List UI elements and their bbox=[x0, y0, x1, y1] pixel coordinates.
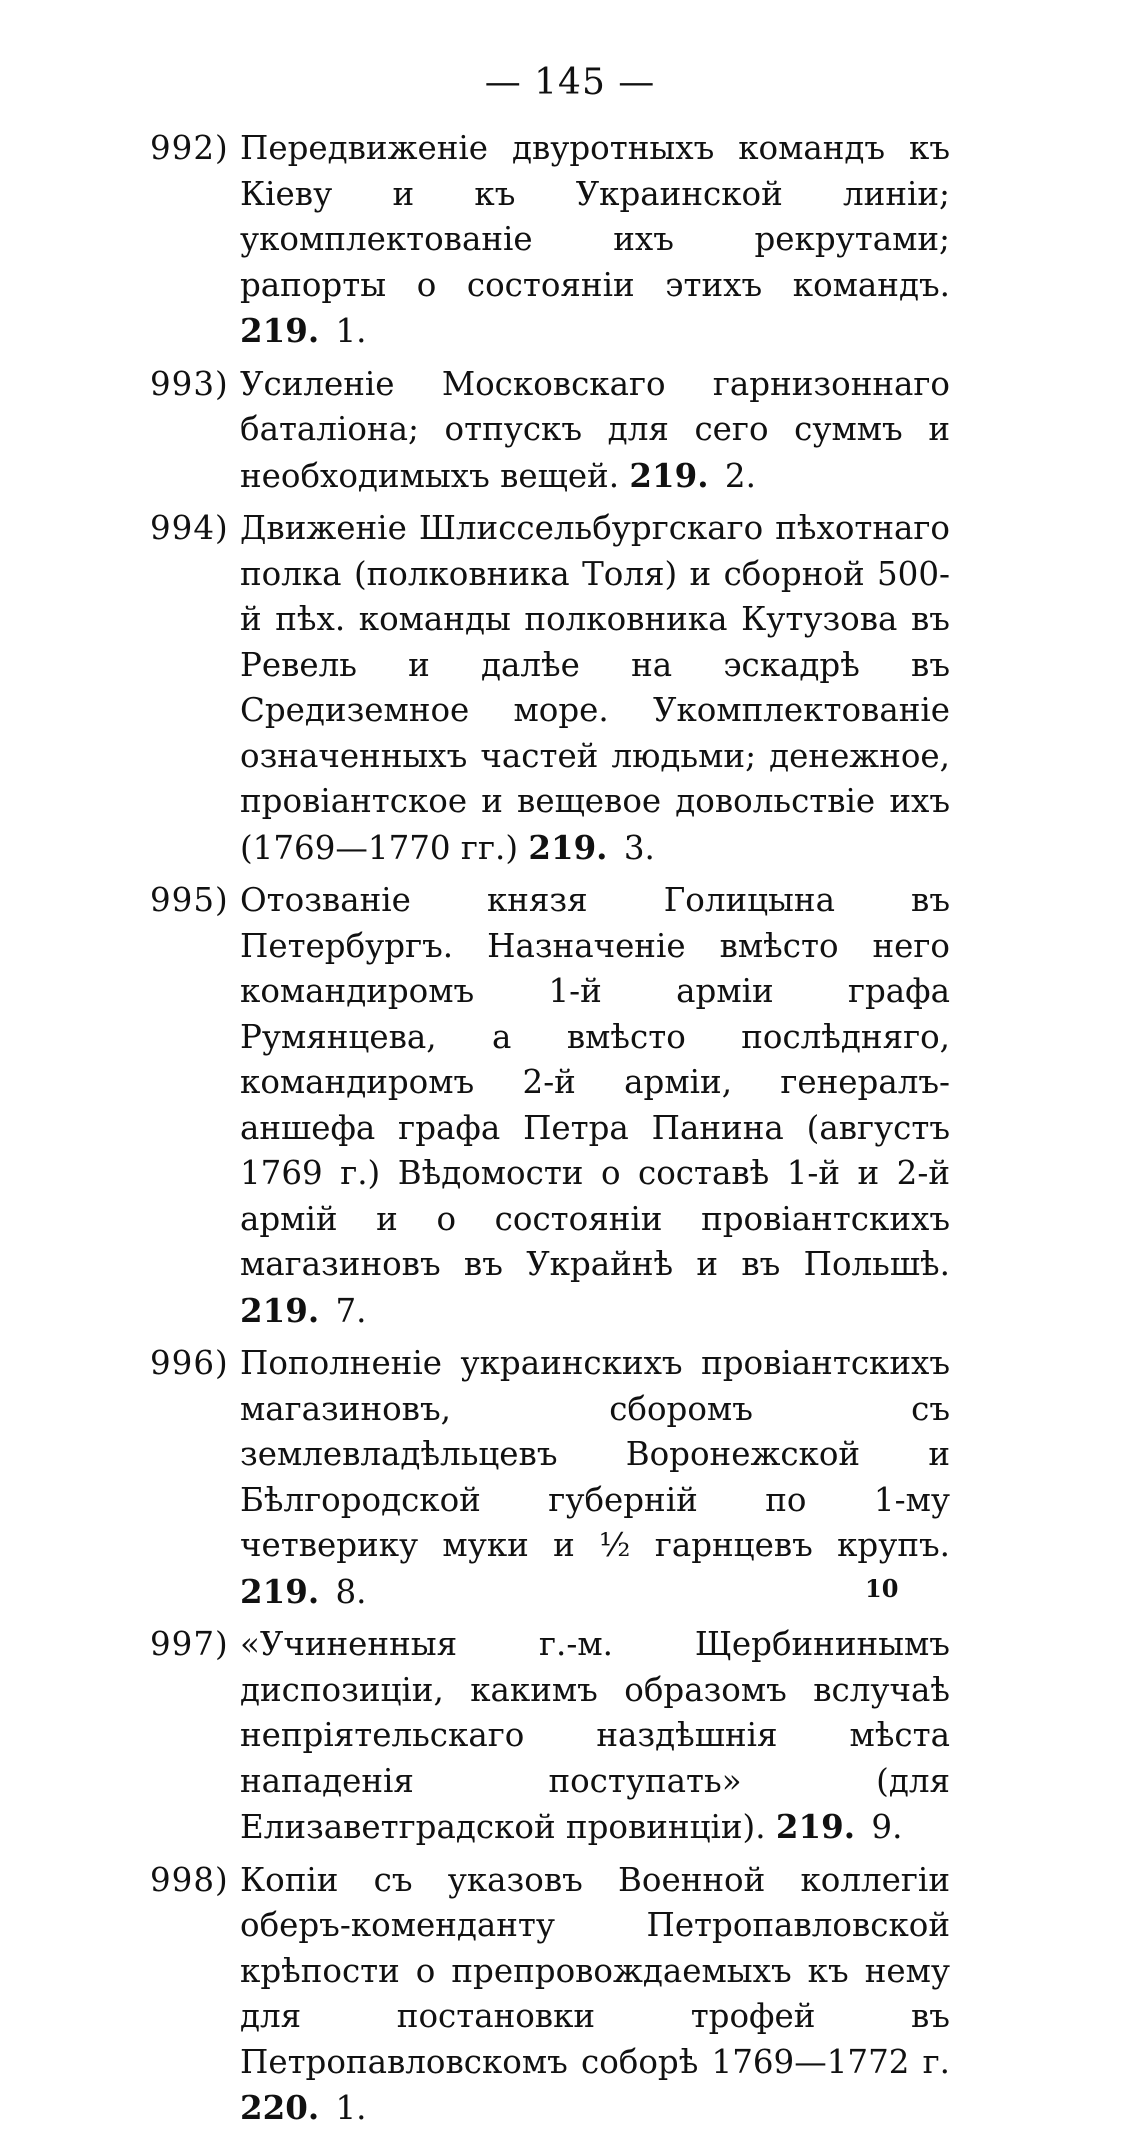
entry-text: Передвиженіе двуротныхъ командъ къ Кіеву и къ Украинской линіи; укомплектованіе ихъ рекрутами; рапорты о состояніи этихъ командъ. bbox=[240, 129, 950, 304]
entry-number: 994) bbox=[150, 509, 229, 547]
entry-text: Копіи съ указовъ Военной коллегіи оберъ-коменданту Петропавловской крѣпости о препровождаемыхъ къ нему для постановки трофей въ Петропавловскомъ соборѣ 1769—1772 г. bbox=[240, 1860, 950, 2081]
entry-number: 998) bbox=[150, 1860, 229, 1899]
entry-992 bbox=[150, 126, 950, 355]
entry-994 bbox=[150, 506, 950, 871]
entry-text: Пополненіе украинскихъ провіантскихъ магазиновъ, сборомъ съ землевладѣльцевъ Воронежской и Бѣлгородской губерній по 1-му четверику муки и ½ гарнцевъ крупъ. bbox=[240, 1344, 950, 1564]
entry-998 bbox=[150, 1858, 950, 2132]
entry-text: Отозваніе князя Голицына въ Петербургъ. Назначеніе вмѣсто него командиромъ 1-й арміи графа Румянцева, а вмѣсто послѣдняго, командиромъ 2-й арміи, генералъ-аншефа графа Петра Панина (августъ 1769 г.) Вѣдомости о составѣ 1-й и 2-й армій и о состояніи провіантскихъ магазиновъ въ Украйнѣ и въ Польшѣ. bbox=[240, 881, 950, 1283]
entry-number: 995) bbox=[150, 881, 229, 919]
entry-997 bbox=[150, 1622, 950, 1851]
archive-subreference: 3. bbox=[623, 828, 655, 867]
entry-993 bbox=[150, 362, 950, 500]
entry-list bbox=[150, 126, 950, 2139]
archive-subreference: 2. bbox=[724, 456, 756, 495]
signature-mark: 10 bbox=[865, 1574, 899, 1603]
archive-subreference: 1. bbox=[335, 2089, 367, 2127]
entry-text: Движеніе Шлиссельбургскаго пѣхотнаго полка (полковника Толя) и сборной 500-й пѣх. команды полковника Кутузова въ Ревель и далѣе на эскадрѣ въ Средиземное море. Укомплектованіе означенныхъ частей людьми; денежное, провіантское и вещевое довольствіе ихъ (1769—1770 гг.) bbox=[240, 509, 950, 867]
archive-reference: 219. bbox=[240, 1290, 320, 1330]
entry-996 bbox=[150, 1341, 950, 1615]
entry-text: «Учиненныя г.-м. Щербининымъ диспозиціи, какимъ образомъ вслучаѣ непріятельскаго наздѣшнія мѣста нападенія поступать» (для Елизаветградской провинціи). bbox=[240, 1625, 950, 1846]
archive-subreference: 7. bbox=[335, 1291, 367, 1330]
archive-subreference: 1. bbox=[335, 312, 367, 350]
archive-reference: 219. bbox=[775, 1807, 856, 1846]
entry-number: 993) bbox=[150, 364, 229, 403]
archive-subreference: 8. bbox=[335, 1572, 367, 1611]
archive-reference: 219. bbox=[528, 827, 608, 867]
page-number-header: — 145 — bbox=[484, 62, 656, 103]
entry-number: 997) bbox=[150, 1625, 229, 1663]
archive-reference: 219. bbox=[629, 455, 709, 495]
archive-reference: 219. bbox=[240, 1571, 320, 1611]
entry-number: 992) bbox=[150, 129, 229, 167]
archive-reference: 220. bbox=[240, 2088, 320, 2127]
entry-995 bbox=[150, 878, 950, 1334]
archive-subreference: 9. bbox=[871, 1808, 903, 1846]
entry-number: 996) bbox=[150, 1344, 229, 1382]
entry-text: Усиленіе Московскаго гарнизоннаго баталіона; отпускъ для сего суммъ и необходимыхъ вещей. bbox=[240, 364, 950, 495]
archive-reference: 219. bbox=[240, 311, 320, 350]
